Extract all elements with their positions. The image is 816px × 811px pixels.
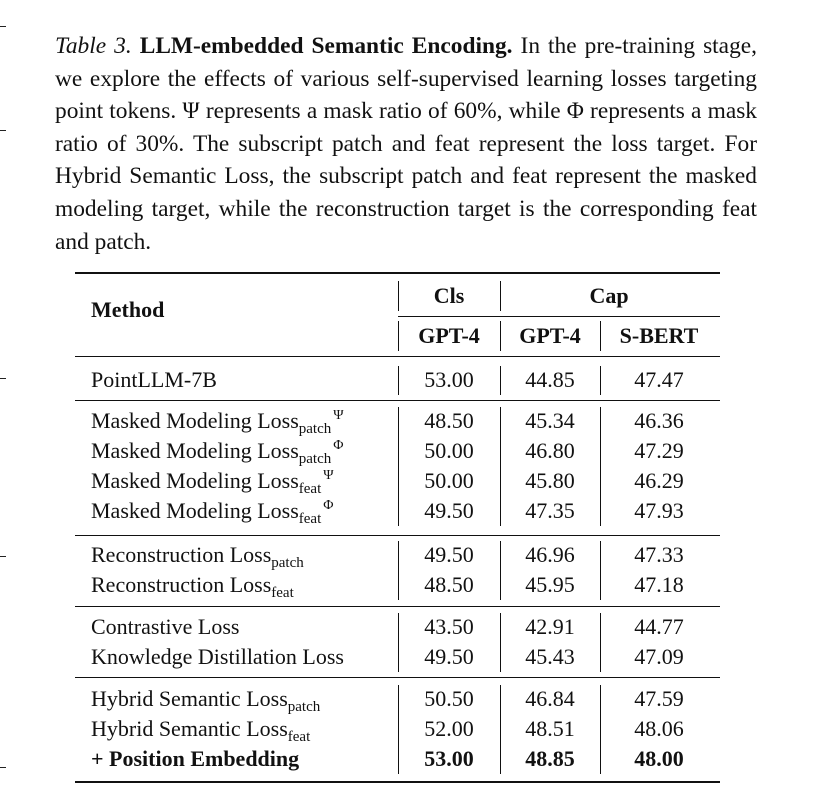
- header-cls-gpt4: GPT-4: [418, 323, 480, 348]
- method-subscript: feat: [287, 729, 311, 745]
- col-separator: [500, 613, 501, 672]
- cap-gpt4-value: 45.95: [525, 572, 575, 597]
- method-subscript: patch: [298, 421, 332, 437]
- col-separator: [398, 613, 399, 672]
- method-base: Knowledge Distillation Loss: [91, 644, 344, 669]
- cap-sbert-value: 48.00: [634, 746, 684, 771]
- margin-mark: [0, 556, 6, 557]
- col-separator: [600, 407, 601, 526]
- col-separator: [600, 541, 601, 600]
- cap-gpt4-value: 45.34: [525, 408, 575, 433]
- cap-sbert-value: 47.59: [634, 686, 684, 711]
- method-superscript: Ψ: [333, 408, 344, 423]
- cap-sbert-value: 47.29: [634, 438, 684, 463]
- col-separator: [600, 613, 601, 672]
- caption-text: In the pre-training stage, we explore the effects of various self-supervised learning losses targeting point tokens. Ψ represents a mask ratio of 60%, while Φ represents a mask ratio of 30%. The subscript patch and feat represent the loss target. For Hybrid Semantic Loss, the subscript patch and feat represent the masked modeling target, while the reconstruction target is the corresponding feat and patch.: [55, 33, 757, 255]
- cls-gpt4-value: 48.50: [424, 408, 474, 433]
- method-name: [91, 542, 304, 571]
- method-subscript: feat: [271, 585, 294, 601]
- col-separator: [500, 685, 501, 774]
- method-base: + Position Embedding: [91, 746, 300, 771]
- col-separator: [600, 685, 601, 774]
- method-base: Hybrid Semantic Loss: [91, 686, 288, 711]
- method-subscript: patch: [271, 555, 304, 571]
- cap-sbert-value: 47.33: [634, 542, 684, 567]
- cls-gpt4-value: 50.00: [424, 468, 474, 493]
- cap-gpt4-value: 42.91: [525, 614, 575, 639]
- cls-gpt4-value: 53.00: [424, 367, 474, 392]
- cap-gpt4-value: 45.80: [525, 468, 575, 493]
- method-base: Contrastive Loss: [91, 614, 240, 639]
- cap-sbert-value: 47.18: [634, 572, 684, 597]
- method-superscript: Φ: [323, 498, 334, 513]
- method-base: Masked Modeling Loss: [91, 438, 299, 463]
- group-rule: [75, 677, 720, 678]
- method-subscript: feat: [298, 511, 322, 527]
- group-rule: [75, 606, 720, 607]
- margin-mark: [0, 378, 6, 379]
- caption-title: LLM-embedded Semantic Encoding.: [139, 33, 513, 59]
- cap-gpt4-value: 48.51: [525, 716, 575, 741]
- cap-gpt4-value: 46.80: [525, 438, 575, 463]
- method-name: [91, 746, 299, 772]
- method-name: [91, 572, 294, 601]
- method-subscript: patch: [298, 451, 332, 467]
- method-subscript: patch: [287, 699, 321, 715]
- cls-gpt4-value: 53.00: [424, 746, 474, 771]
- cap-gpt4-value: 46.96: [525, 542, 575, 567]
- col-separator: [398, 685, 399, 774]
- method-base: Reconstruction Loss: [91, 572, 272, 597]
- cls-gpt4-value: 49.50: [424, 644, 474, 669]
- cap-gpt4-value: 45.43: [525, 644, 575, 669]
- col-separator: [398, 407, 399, 526]
- cls-gpt4-value: 50.50: [424, 686, 474, 711]
- top-rule: [75, 272, 720, 274]
- col-separator: [500, 541, 501, 600]
- cap-gpt4-value: 48.85: [525, 746, 575, 771]
- table-caption: [55, 30, 757, 258]
- method-name: [91, 438, 344, 467]
- cap-sbert-value: 46.36: [634, 408, 684, 433]
- cls-gpt4-value: 48.50: [424, 572, 474, 597]
- group-rule: [75, 535, 720, 536]
- cap-sbert-value: 47.09: [634, 644, 684, 669]
- cap-sbert-value: 46.29: [634, 468, 684, 493]
- cap-gpt4-value: 47.35: [525, 498, 575, 523]
- method-base: Masked Modeling Loss: [91, 468, 299, 493]
- cls-gpt4-value: 52.00: [424, 716, 474, 741]
- method-base: Masked Modeling Loss: [91, 408, 299, 433]
- method-base: Hybrid Semantic Loss: [91, 716, 288, 741]
- col-separator: [398, 281, 399, 311]
- cls-gpt4-value: 49.50: [424, 498, 474, 523]
- cap-gpt4-value: 46.84: [525, 686, 575, 711]
- method-base: Reconstruction Loss: [91, 542, 272, 567]
- header-cap: Cap: [589, 283, 629, 308]
- cap-sbert-value: 47.47: [634, 367, 684, 392]
- method-superscript: Ψ: [323, 468, 334, 483]
- cls-gpt4-value: 43.50: [424, 614, 474, 639]
- col-separator: [500, 407, 501, 526]
- method-base: PointLLM-7B: [91, 367, 217, 392]
- header-method: Method: [91, 297, 165, 322]
- results-table: [75, 272, 720, 783]
- col-separator: [398, 321, 399, 351]
- cap-subheader-rule: [398, 316, 720, 317]
- header-cls: Cls: [433, 283, 465, 308]
- col-separator: [600, 366, 601, 395]
- method-name: [91, 644, 344, 670]
- cap-sbert-value: 48.06: [634, 716, 684, 741]
- method-base: Masked Modeling Loss: [91, 498, 299, 523]
- method-name: [91, 686, 321, 715]
- col-separator: [500, 281, 501, 311]
- method-name: [91, 408, 344, 437]
- col-separator: [398, 366, 399, 395]
- method-superscript: Φ: [333, 438, 344, 453]
- header-cap-sbert: S-BERT: [619, 323, 699, 348]
- cap-sbert-value: 44.77: [634, 614, 684, 639]
- col-separator: [600, 321, 601, 351]
- header-cap-gpt4: GPT-4: [519, 323, 581, 348]
- col-separator: [500, 366, 501, 395]
- cap-gpt4-value: 44.85: [525, 367, 575, 392]
- margin-mark: [0, 130, 6, 131]
- method-name: [91, 498, 334, 527]
- margin-mark: [0, 767, 6, 768]
- cls-gpt4-value: 49.50: [424, 542, 474, 567]
- col-separator: [398, 541, 399, 600]
- cap-sbert-value: 47.93: [634, 498, 684, 523]
- caption-label: Table 3.: [55, 33, 132, 59]
- cls-gpt4-value: 50.00: [424, 438, 474, 463]
- method-name: [91, 367, 217, 393]
- method-name: [91, 614, 240, 640]
- header-rule: [75, 356, 720, 357]
- group-rule: [75, 400, 720, 401]
- method-subscript: feat: [298, 481, 322, 497]
- bottom-rule: [75, 781, 720, 783]
- method-name: [91, 468, 334, 497]
- margin-mark: [0, 26, 6, 27]
- method-name: [91, 716, 311, 745]
- col-separator: [500, 321, 501, 351]
